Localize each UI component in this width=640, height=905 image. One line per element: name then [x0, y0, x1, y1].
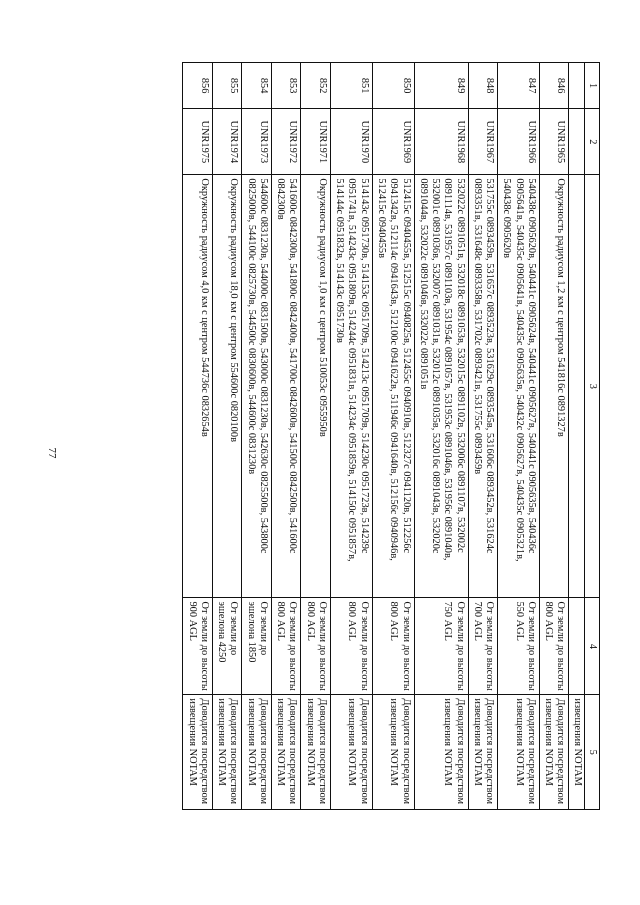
zone-boundary: 531755с 0893459в, 531657с 0893523в, 531629с 0893545в, 531606с 0893452в, 531624с 0893351в, 531648с 0893358в, 531702с 0893421в, 531755с 0893459в — [468, 175, 498, 598]
vertical-limits: От земли до высоты 800 AGL — [330, 598, 372, 695]
column-header-1: 1 — [584, 63, 599, 109]
row-number: 849 — [414, 63, 468, 109]
zone-boundary: 541600с 0842300в, 541800с 0842400в, 541700с 0842600в, 541500с 0842500в, 541600с 0842300в — [271, 175, 301, 598]
continuation-cell-3 — [569, 175, 584, 598]
activation-note: Доводится посредством извещения NOTAM — [468, 695, 498, 810]
zone-code: UNR1974 — [212, 109, 242, 175]
zone-boundary: 512415с 0940455в, 512515с 0940825в, 512455с 0940910в, 512327с 0941120в, 512256с 0941342в, 512114с 0941643в, 512100с 0941622в, 511946с 0941640в, 512156с 0940946в, 512415с 0940455в — [372, 175, 414, 598]
table-row — [372, 63, 414, 810]
row-number: 853 — [271, 63, 301, 109]
activation-note: Доводится посредством извещения NOTAM — [372, 695, 414, 810]
column-header-5: 5 — [584, 695, 599, 810]
row-number: 852 — [301, 63, 331, 109]
row-number: 854 — [242, 63, 272, 109]
column-header-3: 3 — [584, 175, 599, 598]
table-row — [183, 63, 213, 810]
table-row — [271, 63, 301, 810]
zone-code: UNR1970 — [330, 109, 372, 175]
column-header-4: 4 — [584, 598, 599, 695]
continuation-cell-1 — [569, 63, 584, 109]
row-number: 846 — [539, 63, 569, 109]
vertical-limits: От земли до высоты 700 AGL — [468, 598, 498, 695]
row-number: 856 — [183, 63, 213, 109]
zone-code: UNR1975 — [183, 109, 213, 175]
table-body — [183, 63, 584, 810]
table-row — [539, 63, 569, 810]
zone-boundary: Окружность радиусом 1,0 км с центром 510053с 0955950в — [301, 175, 331, 598]
activation-note: Доводится посредством извещения NOTAM — [539, 695, 569, 810]
activation-note: Доводится посредством извещения NOTAM — [242, 695, 272, 810]
activation-note: Доводится посредством извещения NOTAM — [183, 695, 213, 810]
zone-boundary: 540438с 0905620в, 540441с 0905624в, 540441с 0905627в, 540441с 0905635в, 540436с 0905641в, 540435с 0905641в, 540435с 0905635в, 540432с 0905627в, 540435с 0905321в, 540438с 0905620в — [498, 175, 540, 598]
vertical-limits: От земли до высоты 800 AGL — [539, 598, 569, 695]
zone-boundary: 532022с 0891051в, 532018с 0891053в, 532015с 0891102в, 532006с 0891107в, 532002с 0891114в, 531957с 0891103в, 531954с 0891057в, 531953с 0891046в, 531956с 0891040в, 532001с 0891036в, 532007с 0891031в, 532012с 0891035в, 532016с 0891043в, 532020с 0891044в, 532022с 0891046в, 532022с 0891051в — [414, 175, 468, 598]
activation-note: Доводится посредством извещения NOTAM — [330, 695, 372, 810]
zone-boundary: Окружность радиусом 1,2 км с центром 541816с 0891327в — [539, 175, 569, 598]
vertical-limits: От земли до высоты 900 AGL — [183, 598, 213, 695]
zone-code: UNR1967 — [468, 109, 498, 175]
activation-note: Доводится посредством извещения NOTAM — [498, 695, 540, 810]
vertical-limits: От земли до эшелона 4250 — [212, 598, 242, 695]
zone-code: UNR1971 — [301, 109, 331, 175]
restricted-areas-table — [182, 62, 600, 810]
column-number-header-row — [584, 63, 599, 810]
zone-code: UNR1973 — [242, 109, 272, 175]
table-row — [468, 63, 498, 810]
column-header-2: 2 — [584, 109, 599, 175]
row-number: 847 — [498, 63, 540, 109]
table-row — [414, 63, 468, 810]
table-row — [301, 63, 331, 810]
continuation-cell-4 — [569, 598, 584, 695]
zone-boundary: Окружность радиусом 18,0 км с центром 554600с 0820100в — [212, 175, 242, 598]
activation-note: Доводится посредством извещения NOTAM — [301, 695, 331, 810]
page-number: 77 — [46, 447, 58, 459]
activation-note: Доводится посредством извещения NOTAM — [414, 695, 468, 810]
table-row — [212, 63, 242, 810]
vertical-limits: От земли до высоты 750 AGL — [414, 598, 468, 695]
airspace-table-sheet — [86, 62, 600, 810]
zone-code: UNR1966 — [498, 109, 540, 175]
continuation-note: извещения NOTAM — [569, 695, 584, 810]
vertical-limits: От земли до высоты 800 AGL — [372, 598, 414, 695]
activation-note: Доводится посредством извещения NOTAM — [212, 695, 242, 810]
continuation-row — [569, 63, 584, 810]
zone-boundary: Окружность радиусом 4,0 км с центром 544736с 0832654в — [183, 175, 213, 598]
zone-code: UNR1965 — [539, 109, 569, 175]
row-number: 848 — [468, 63, 498, 109]
vertical-limits: От земли до высоты 800 AGL — [301, 598, 331, 695]
zone-code: UNR1969 — [372, 109, 414, 175]
zone-code: UNR1968 — [414, 109, 468, 175]
vertical-limits: От земли до высоты 800 AGL — [271, 598, 301, 695]
zone-boundary: 514143с 0951730в, 514153с 0951709в, 514213с 0951709в, 514230с 0951723в, 514239с 0951741в, 514243с 0951809в, 514244с 0951831в, 514234с 0951859в, 514150с 0951857в, 514144с 0951832в, 514143с 0951730в — [330, 175, 372, 598]
vertical-limits: От земли до высоты 550 AGL — [498, 598, 540, 695]
table-row — [242, 63, 272, 810]
row-number: 855 — [212, 63, 242, 109]
vertical-limits: От земли до эшелона 1850 — [242, 598, 272, 695]
row-number: 851 — [330, 63, 372, 109]
table-row — [330, 63, 372, 810]
zone-code: UNR1972 — [271, 109, 301, 175]
row-number: 850 — [372, 63, 414, 109]
zone-boundary: 544600с 0831230в, 544000с 0831500в, 543000с 0831230в, 542630с 0825500в, 543800с 0825000в, 544100с 0825730в, 544500с 0830600в, 544600с 0831230в — [242, 175, 272, 598]
table-row — [498, 63, 540, 810]
continuation-cell-2 — [569, 109, 584, 175]
activation-note: Доводится посредством извещения NOTAM — [271, 695, 301, 810]
